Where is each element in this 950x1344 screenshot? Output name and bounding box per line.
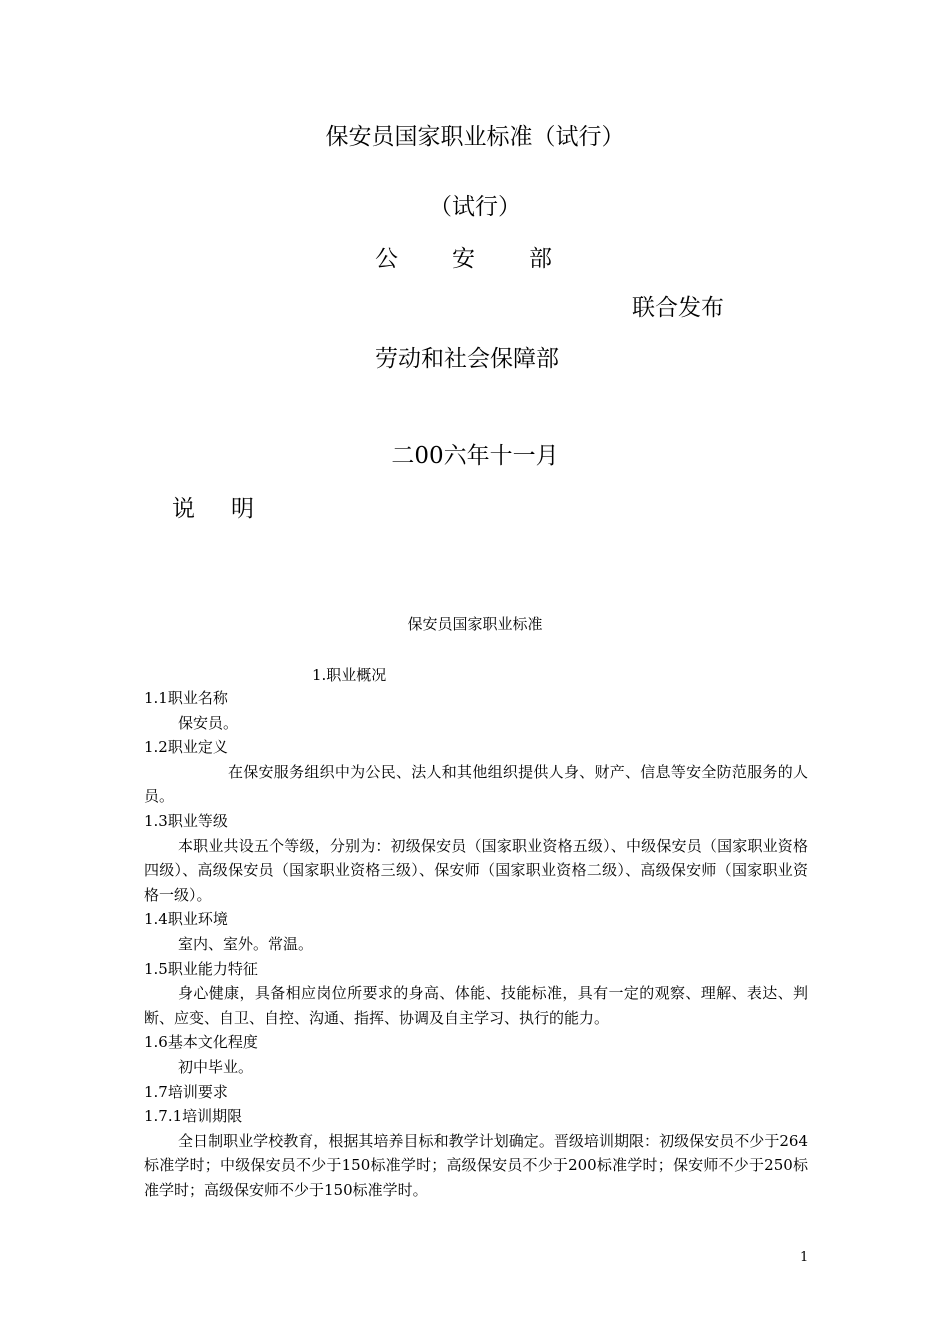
cover-title: 保安员国家职业标准（试行）: [325, 124, 625, 150]
explanation-heading: 说明: [172, 496, 290, 522]
standard-title: 保安员国家职业标准: [407, 615, 543, 633]
section-1-2-text: 在保安服务组织中为公民、法人和其他组织提供人身、财产、信息等安全防范服务的人员。: [144, 762, 808, 806]
joint-release-label: 联合发布: [632, 295, 724, 321]
section-1-3-heading: 1.3职业等级: [144, 811, 228, 830]
section-1-6-heading: 1.6基本文化程度: [144, 1033, 258, 1052]
section-1-4-text: 室内、室外。常温。: [178, 934, 314, 953]
cover-subtitle: （试行）: [429, 194, 521, 220]
section-1-7-1-text: 全日制职业学校教育，根据其培养目标和教学计划确定。晋级培训期限：初级保安员不少于264标准学时；中级保安员不少于150标准学时；高级保安员不少于200标准学时；保安师不少于250标准学时；高级保安师不少于150标准学时。: [144, 1131, 808, 1199]
section-1-6-text: 初中毕业。: [178, 1057, 254, 1076]
section-1-1-heading: 1.1职业名称: [144, 689, 228, 707]
section-1-4-heading: 1.4职业环境: [144, 910, 228, 929]
section-1-1-text: 保安员。: [178, 713, 239, 732]
section-1-7-1-heading: 1.7.1培训期限: [144, 1107, 243, 1126]
page-number: 1: [800, 1250, 809, 1265]
section-1-7-heading: 1.7培训要求: [144, 1082, 228, 1101]
section-1-3-text: 本职业共设五个等级，分别为：初级保安员（国家职业资格五级）、中级保安员（国家职业资格四级）、高级保安员（国家职业资格三级）、保安师（国家职业资格二级）、高级保安师（国家职业资格一级）。: [144, 836, 808, 904]
document-body: [144, 686, 808, 1202]
section-1-2-heading: 1.2职业定义: [144, 738, 228, 757]
section-1-5-text: 身心健康，具备相应岗位所要求的身高、体能、技能标准，具有一定的观察、理解、表达、判断、应变、自卫、自控、沟通、指挥、协调及自主学习、执行的能力。: [144, 984, 808, 1027]
section-1-heading: 1.职业概况: [312, 666, 387, 684]
section-1-5-heading: 1.5职业能力特征: [144, 959, 258, 978]
cover-date: 二00六年十一月: [391, 443, 559, 469]
ministry-public-security: 公安部: [375, 246, 606, 272]
ministry-labor-social-security: 劳动和社会保障部: [375, 346, 559, 372]
